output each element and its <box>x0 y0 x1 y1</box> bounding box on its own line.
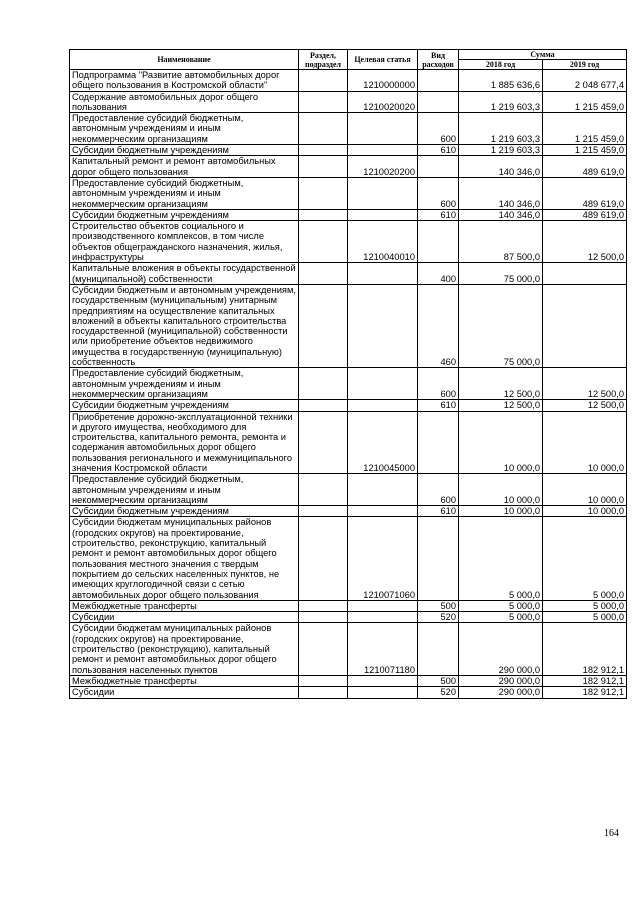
cell-name: Субсидии бюджетным учреждениям <box>70 506 299 517</box>
cell-2018: 5 000,0 <box>459 517 543 600</box>
cell-2019: 489 619,0 <box>543 209 627 220</box>
cell-section <box>299 156 348 178</box>
cell-type: 600 <box>418 177 459 209</box>
cell-target <box>348 113 418 145</box>
cell-name: Субсидии бюджетным и автономным учреждениям, государственным (муниципальным) унитарным предприятиям на осуществление капитальных вложений в объекты капитального строительства государственной (муниципальной) собственности или приобретение объектов недвижимого имущества в государственную (муниципальную) собственность <box>70 284 299 367</box>
table-row <box>70 209 627 220</box>
cell-2019: 12 500,0 <box>543 368 627 400</box>
cell-type: 400 <box>418 263 459 285</box>
cell-2018: 140 346,0 <box>459 209 543 220</box>
cell-name: Субсидии бюджетам муниципальных районов (городских округов) на проектирование, строительство (реконструкцию), капитальный ремонт и ремонт автомобильных дорог общего пользования населенных пунктов <box>70 623 299 675</box>
cell-section <box>299 612 348 623</box>
cell-2019: 489 619,0 <box>543 177 627 209</box>
table-row <box>70 623 627 675</box>
cell-section <box>299 687 348 698</box>
cell-name: Содержание автомобильных дорог общего пользования <box>70 91 299 113</box>
cell-target: 1210020020 <box>348 91 418 113</box>
cell-2018: 75 000,0 <box>459 263 543 285</box>
table-row <box>70 156 627 178</box>
cell-2018: 10 000,0 <box>459 474 543 506</box>
cell-type: 600 <box>418 474 459 506</box>
cell-section <box>299 209 348 220</box>
cell-name: Капитальные вложения в объекты государственной (муниципальной) собственности <box>70 263 299 285</box>
cell-type <box>418 411 459 474</box>
table-row <box>70 368 627 400</box>
cell-target: 1210000000 <box>348 70 418 92</box>
cell-name: Межбюджетные трансферты <box>70 600 299 611</box>
cell-2018: 1 219 603,3 <box>459 113 543 145</box>
cell-target <box>348 209 418 220</box>
cell-2019: 1 215 459,0 <box>543 113 627 145</box>
cell-2019 <box>543 263 627 285</box>
cell-section <box>299 600 348 611</box>
cell-name: Межбюджетные трансферты <box>70 675 299 686</box>
cell-type: 610 <box>418 209 459 220</box>
cell-2019: 182 912,1 <box>543 687 627 698</box>
cell-2019: 1 215 459,0 <box>543 145 627 156</box>
cell-target <box>348 145 418 156</box>
cell-2018: 75 000,0 <box>459 284 543 367</box>
cell-target <box>348 506 418 517</box>
table-row <box>70 91 627 113</box>
header-section: Раздел, подраздел <box>299 50 348 70</box>
cell-2019: 12 500,0 <box>543 400 627 411</box>
cell-section <box>299 368 348 400</box>
cell-2018: 290 000,0 <box>459 623 543 675</box>
table-row <box>70 113 627 145</box>
cell-name: Предоставление субсидий бюджетным, автономным учреждениям и иным некоммерческим организациям <box>70 368 299 400</box>
cell-target: 1210045000 <box>348 411 418 474</box>
cell-2018: 12 500,0 <box>459 400 543 411</box>
cell-2018: 140 346,0 <box>459 156 543 178</box>
cell-name: Приобретение дорожно-эксплуатационной техники и другого имущества, необходимого для строительства, капитального ремонта, ремонта и содержания автомобильных дорог общего пользования регионального и межмуниципального значения Костромской области <box>70 411 299 474</box>
cell-type: 610 <box>418 506 459 517</box>
cell-2018: 12 500,0 <box>459 368 543 400</box>
table-row <box>70 400 627 411</box>
table-row <box>70 687 627 698</box>
cell-target: 1210071180 <box>348 623 418 675</box>
cell-type: 610 <box>418 145 459 156</box>
cell-target <box>348 600 418 611</box>
table-header <box>70 50 627 70</box>
cell-2018: 87 500,0 <box>459 221 543 263</box>
cell-type <box>418 517 459 600</box>
cell-name: Субсидии бюджетным учреждениям <box>70 145 299 156</box>
cell-type: 500 <box>418 675 459 686</box>
cell-name: Субсидии бюджетам муниципальных районов (городских округов) на проектирование, строительство, реконструкцию, капитальный ремонт и ремонт автомобильных дорог общего пользования местного значения с твердым покрытием до сельских населенных пунктов, не имеющих круглогодичной связи с сетью автомобильных дорог общего пользования <box>70 517 299 600</box>
cell-2018: 10 000,0 <box>459 506 543 517</box>
cell-2018: 140 346,0 <box>459 177 543 209</box>
header-sum: Сумма <box>459 50 627 60</box>
cell-type <box>418 623 459 675</box>
cell-section <box>299 221 348 263</box>
table-row <box>70 506 627 517</box>
table-row <box>70 221 627 263</box>
cell-section <box>299 675 348 686</box>
table-row <box>70 145 627 156</box>
cell-target <box>348 263 418 285</box>
cell-2019: 5 000,0 <box>543 600 627 611</box>
cell-2019: 5 000,0 <box>543 612 627 623</box>
cell-name: Субсидии <box>70 612 299 623</box>
cell-section <box>299 400 348 411</box>
header-type: Вид расходов <box>418 50 459 70</box>
cell-target: 1210071060 <box>348 517 418 600</box>
cell-target: 1210020200 <box>348 156 418 178</box>
cell-section <box>299 284 348 367</box>
cell-name: Капитальный ремонт и ремонт автомобильных дорог общего пользования <box>70 156 299 178</box>
cell-2018: 290 000,0 <box>459 687 543 698</box>
cell-target <box>348 284 418 367</box>
cell-2018: 5 000,0 <box>459 600 543 611</box>
cell-section <box>299 70 348 92</box>
cell-2019: 10 000,0 <box>543 506 627 517</box>
cell-section <box>299 474 348 506</box>
cell-2019: 5 000,0 <box>543 517 627 600</box>
table-row <box>70 474 627 506</box>
table-row <box>70 600 627 611</box>
header-year-2019: 2019 год <box>543 60 627 70</box>
table-row <box>70 517 627 600</box>
cell-2018: 1 885 636,6 <box>459 70 543 92</box>
cell-2019: 182 912,1 <box>543 623 627 675</box>
header-year-2018: 2018 год <box>459 60 543 70</box>
cell-2019: 2 048 677,4 <box>543 70 627 92</box>
cell-target <box>348 177 418 209</box>
cell-type <box>418 156 459 178</box>
header-target: Целевая статья <box>348 50 418 70</box>
table-row <box>70 675 627 686</box>
cell-name: Субсидии бюджетным учреждениям <box>70 400 299 411</box>
page-number: 164 <box>604 828 619 839</box>
cell-name: Предоставление субсидий бюджетным, автономным учреждениям и иным некоммерческим организациям <box>70 474 299 506</box>
table-row <box>70 177 627 209</box>
cell-target <box>348 687 418 698</box>
cell-section <box>299 506 348 517</box>
table-row <box>70 70 627 92</box>
table-row <box>70 612 627 623</box>
cell-name: Субсидии <box>70 687 299 698</box>
cell-2019: 182 912,1 <box>543 675 627 686</box>
cell-type: 500 <box>418 600 459 611</box>
cell-type: 600 <box>418 113 459 145</box>
cell-section <box>299 263 348 285</box>
cell-section <box>299 517 348 600</box>
cell-type: 460 <box>418 284 459 367</box>
cell-type <box>418 221 459 263</box>
cell-target <box>348 368 418 400</box>
cell-target <box>348 612 418 623</box>
header-name: Наименование <box>70 50 299 70</box>
table-row <box>70 284 627 367</box>
cell-name: Подпрограмма "Развитие автомобильных дорог общего пользования в Костромской области" <box>70 70 299 92</box>
cell-2018: 5 000,0 <box>459 612 543 623</box>
table-body <box>70 70 627 699</box>
cell-type: 520 <box>418 687 459 698</box>
cell-type: 520 <box>418 612 459 623</box>
cell-name: Предоставление субсидий бюджетным, автономным учреждениям и иным некоммерческим организациям <box>70 177 299 209</box>
cell-type <box>418 91 459 113</box>
cell-name: Предоставление субсидий бюджетным, автономным учреждениям и иным некоммерческим организациям <box>70 113 299 145</box>
cell-section <box>299 91 348 113</box>
cell-2019 <box>543 284 627 367</box>
cell-target: 1210040010 <box>348 221 418 263</box>
cell-name: Строительство объектов социального и производственного комплексов, в том числе объектов общегражданского назначения, жилья, инфраструктуры <box>70 221 299 263</box>
cell-2018: 290 000,0 <box>459 675 543 686</box>
table-row <box>70 263 627 285</box>
cell-type: 610 <box>418 400 459 411</box>
cell-section <box>299 411 348 474</box>
cell-target <box>348 474 418 506</box>
cell-type: 600 <box>418 368 459 400</box>
cell-2019: 1 215 459,0 <box>543 91 627 113</box>
cell-2019: 10 000,0 <box>543 411 627 474</box>
cell-name: Субсидии бюджетным учреждениям <box>70 209 299 220</box>
cell-2019: 12 500,0 <box>543 221 627 263</box>
cell-target <box>348 675 418 686</box>
cell-section <box>299 113 348 145</box>
cell-2019: 10 000,0 <box>543 474 627 506</box>
cell-target <box>348 400 418 411</box>
cell-2018: 10 000,0 <box>459 411 543 474</box>
table-row <box>70 411 627 474</box>
cell-section <box>299 177 348 209</box>
cell-section <box>299 623 348 675</box>
cell-2019: 489 619,0 <box>543 156 627 178</box>
cell-type <box>418 70 459 92</box>
cell-2018: 1 219 603,3 <box>459 145 543 156</box>
cell-2018: 1 219 603,3 <box>459 91 543 113</box>
budget-table <box>69 49 627 699</box>
cell-section <box>299 145 348 156</box>
